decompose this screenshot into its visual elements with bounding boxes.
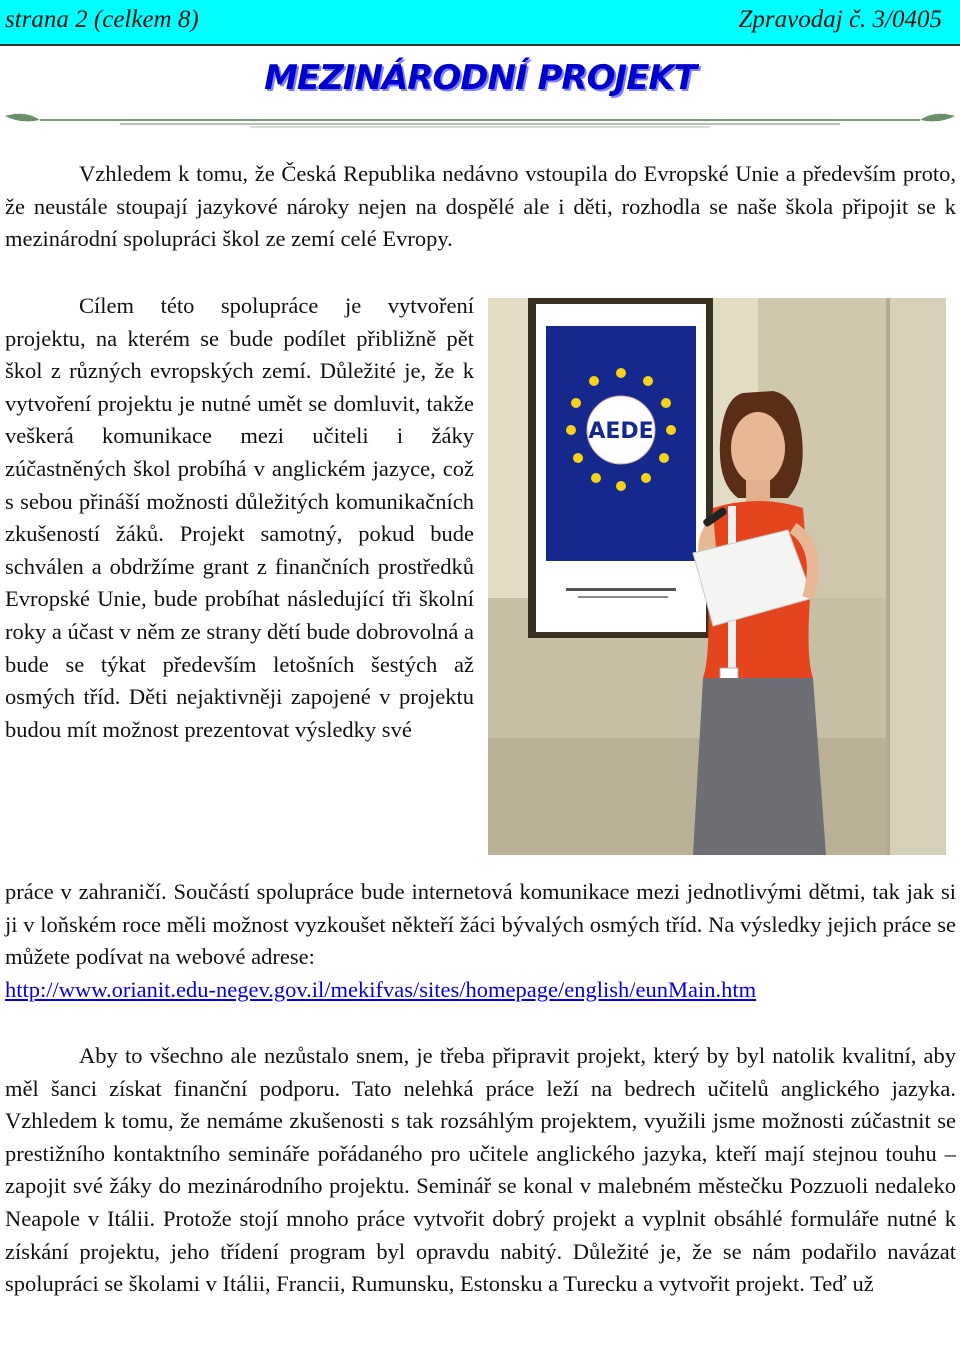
intro-paragraph: Vzhledem k tomu, že Česká Republika nedávno vstoupila do Evropské Unie a především proto, že neustále stoupají jazykové nároky nejen na dospělé ale i děti, rozhodla se naše škola připojit se k mezinárodní spolupráci škol ze zemí celé Evropy. [5, 161, 956, 252]
page-header [0, 0, 960, 46]
project-website-link[interactable]: http://www.orianit.edu-negev.gov.il/mekifvas/sites/homepage/english/eunMain.htm [5, 976, 757, 1002]
article-title: MEZINÁRODNÍ PROJEKT [264, 58, 696, 98]
seminar-paragraph: Aby to všechno ale nezůstalo snem, je třeba připravit projekt, který by byl natolik kvalitní, aby měl šanci získat finanční podporu. Tato nelehká práce leží na bedrech učitelů anglického jazyka. Vzhledem k tomu, že nemáme zkušenosti s tak rozsáhlým projektem, využili jsme možnosti zúčastnit se prestižního kontaktního semináře pořádaného pro učitele anglického jazyka, kteří mají stejnou touhu – zapojit své žáky do mezinárodního projektu. Seminář se konal v malebném městečku Pozzuoli nedaleko Neapole v Itálii. Protože stojí mnoho práce vytvořit dobrý projekt a vyplnit obsáhlé formuláře nutné k získání projektu, jeho třídení program byl opravdu nabitý. Důležité je, že se nám podařilo navázat spolupráci se školami v Itálii, Francii, Rumunsku, Estonsku a Turecku a vytvořit projekt. Teď už [5, 1043, 956, 1297]
project-paragraph-rest: práce v zahraničí. Součástí spolupráce bude internetová komunikace mezi jednotlivými dětmi, tak jak si ji v loňském roce měli možnost vyzkoušet někteří žáci bývalých osmých tříd. Na výsledky jejich práce se můžete podívat na webové adrese: [5, 879, 956, 970]
project-paragraph-continued [5, 876, 956, 1006]
decorative-divider [0, 108, 960, 132]
newsletter-issue-label: Zpravodaj č. 3/0405 [738, 6, 942, 33]
page-number-label: strana 2 (celkem 8) [5, 6, 199, 33]
project-paragraph-wrapped: Cílem této spolupráce je vytvoření projektu, na kterém se bude podílet přibližně pět škol z různých evropských zemí. Důležité je, že k vytvoření projektu je nutné umět se domluvit, takže veškerá komunikace mezi učiteli i žáky zúčastněných škol probíhá v anglickém jazyce, což s sebou přináší možnosti důležitých komunikačních zkušeností žáků. Projekt samotný, pokud bude schválen a obdržíme grant z finančních prostředků Evropské Unie, bude probíhat následující tři školní roky a účast v něm ze strany dětí bude dobrovolná a bude se týkat především letošních šestých až osmých tříd. Děti nejaktivněji zapojené v projektu budou mít možnost prezentovat výsledky své [5, 293, 474, 742]
presentation-photo [488, 298, 946, 855]
poster-logo-text: AEDE [588, 419, 654, 444]
